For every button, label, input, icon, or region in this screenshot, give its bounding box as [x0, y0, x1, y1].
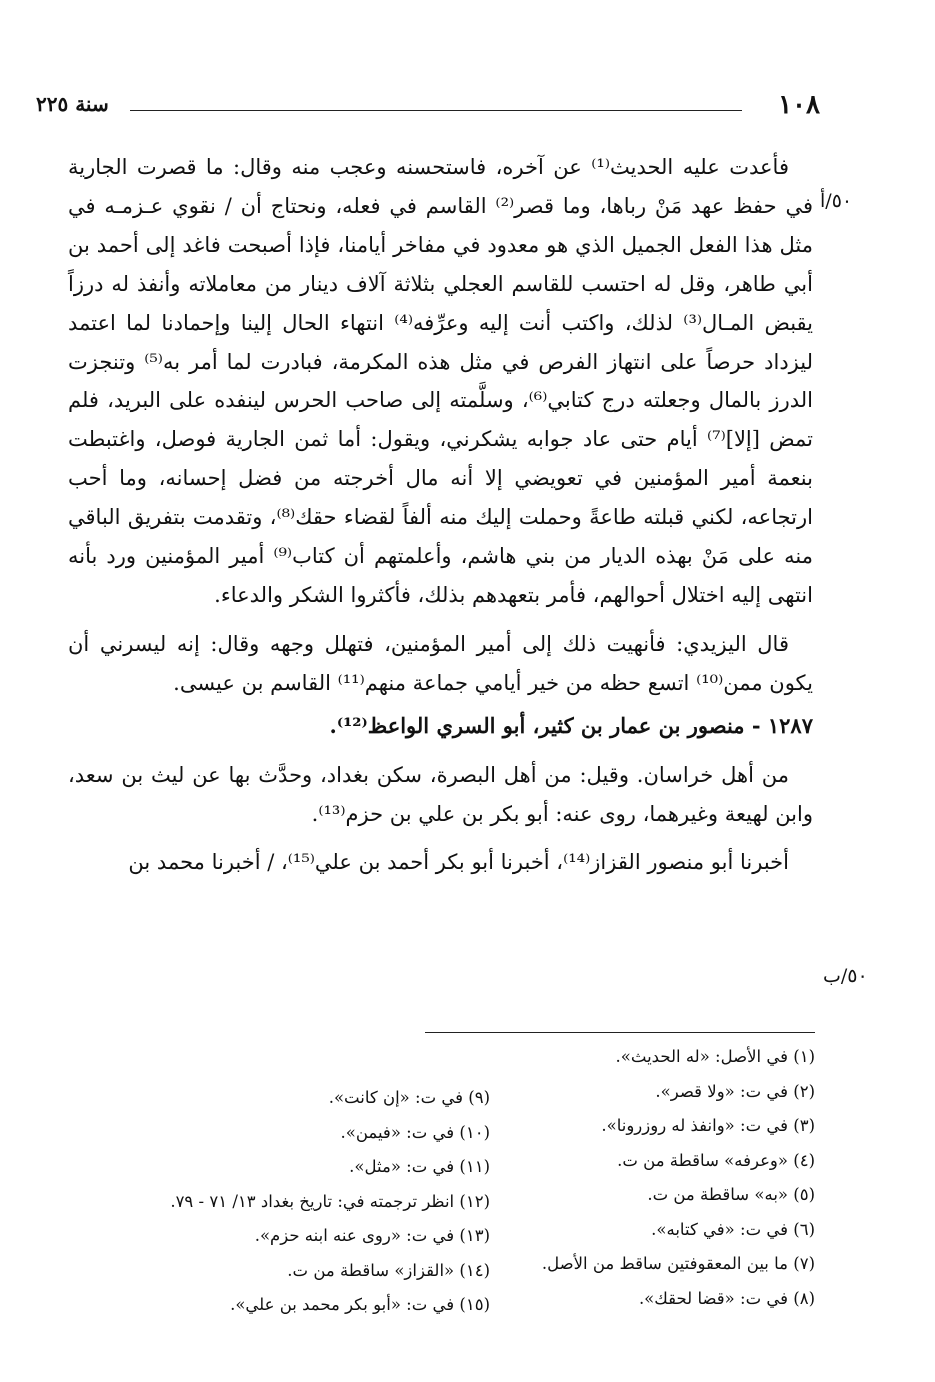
footnote-rule [425, 1032, 815, 1033]
footnote: (٨) في ت: «قضا لحقك». [638, 1288, 815, 1308]
footnotes-left-column [110, 1081, 490, 1323]
margin-folio-note: ٥٠/ب [823, 965, 868, 987]
paragraph: أخبرنا أبو منصور القزاز⁽¹⁴⁾، أخبرنا أبو بكر أحمد بن علي⁽¹⁵⁾، / أخبرنا محمد بن [128, 850, 789, 875]
footnote: (١) في الأصل: «له الحديث». [615, 1047, 815, 1066]
footnote: (١٤) «القزاز» ساقطة من ت. [287, 1260, 490, 1280]
main-text [68, 148, 813, 882]
footnote: (٢) في ت: «ولا قصر». [655, 1081, 815, 1101]
running-head [30, 90, 820, 120]
paragraph: من أهل خراسان. وقيل: من أهل البصرة، سكن بغداد، وحدَّث بها عن ليث بن سعد، وابن لهيعة وغيرهما، روى عنه: أبو بكر بن علي بن حزم⁽¹³⁾. [68, 762, 813, 826]
footnote: (٦) في ت: «في كتابه». [651, 1219, 815, 1239]
footnote: (٧) ما بين المعقوفتين ساقط من الأصل. [541, 1254, 815, 1273]
footnote: (١١) في ت: «مثل». [349, 1157, 490, 1176]
footnote: (١٥) في ت: «أبو بكر محمد بن علي». [230, 1295, 490, 1314]
paragraph: قال اليزيدي: فأنهيت ذلك إلى أمير المؤمنين، فتهلل وجهه وقال: إنه ليسرني أن يكون ممن⁽¹⁰⁾ اتسع حظه من خير أيامي جماعة منهم⁽¹¹⁾ القاسم بن عيسى. [68, 631, 813, 695]
footnote: (٩) في ت: «إن كانت». [328, 1088, 490, 1107]
entry-heading: ١٢٨٧ - منصور بن عمار بن كثير، أبو السري الواعظ⁽¹²⁾. [329, 712, 813, 738]
page-number: ١٠٨ [778, 90, 820, 120]
footnote: (٥) «به» ساقطة من ت. [647, 1185, 815, 1204]
footnote: (٣) في ت: «وانفذ له روزرونا». [601, 1116, 815, 1135]
paragraph: فأعدت عليه الحديث⁽¹⁾ عن آخره، فاستحسنه وعجب منه وقال: ما قصرت الجارية في حفظ عهد مَنْ رباها، وما قصر⁽²⁾ القاسم في فعله، ونحتاج أن / نقوي عـزمـه في مثل هذا الفعل الجميل الذي هو معدود في مفاخر أيامنا، فإذا أصبحت فاغد إلى أحمد بن أبي طاهر، وقل له احتسب للقاسم العجلي بثلاثة آلاف دينار من معاملاته وأنفذ له درزاً يقبض المـال⁽³⁾ لذلك، واكتب أنت إليه وعرِّفه⁽⁴⁾ انتهاء الحال إلينا وإحمادنا لما اعتمد ليزداد حرصاً على انتهاز الفرص في مثل هذه المكرمة، فبادرت لما أمر به⁽⁵⁾ وتنجزت الدرز بالمال وجعلته درج كتابي⁽⁶⁾، وسلَّمته إلى صاحب الحرس لينفده على البريد، فلم تمض [إلا]⁽⁷⁾ أيام حتى عاد جوابه يشكرني، ويقول: أما ثمن الجارية فوصل، واغتبطت بنعمة أمير المؤمنين في تعويضي إلا أنه مال أخرجته من فضل إحسانه، وما أحب ارتجاعه، لكني قبلته طاعةً وحملت إليك منه ألفاً لقضاء حقك⁽⁸⁾، وتقدمت بتفريق الباقي منه على مَنْ بهذه الديار من بني هاشم، وأعلمتهم أن كتاب⁽⁹⁾ أمير المؤمنين ورد بأنه انتهى إليه اختلال أحوالهم، فأمر بتعهدهم بذلك، فأكثروا الشكر والدعاء. [68, 155, 814, 607]
footnote: (١٣) في ت: «روى عنه ابنه حزم». [254, 1226, 490, 1245]
footnote: (٤) «وعرفه» ساقطة من ت. [617, 1150, 815, 1170]
margin-folio-note: ٥٠/أ [820, 190, 853, 212]
footnote: (١٠) في ت: «فيمن». [340, 1122, 490, 1142]
header-rule [130, 110, 742, 111]
footnote: (١٢) انظر ترجمته في: تاريخ بغداد ١٣/ ٧١ - ٧٩. [170, 1191, 490, 1211]
running-title: سنة ٢٢٥ [36, 92, 109, 116]
